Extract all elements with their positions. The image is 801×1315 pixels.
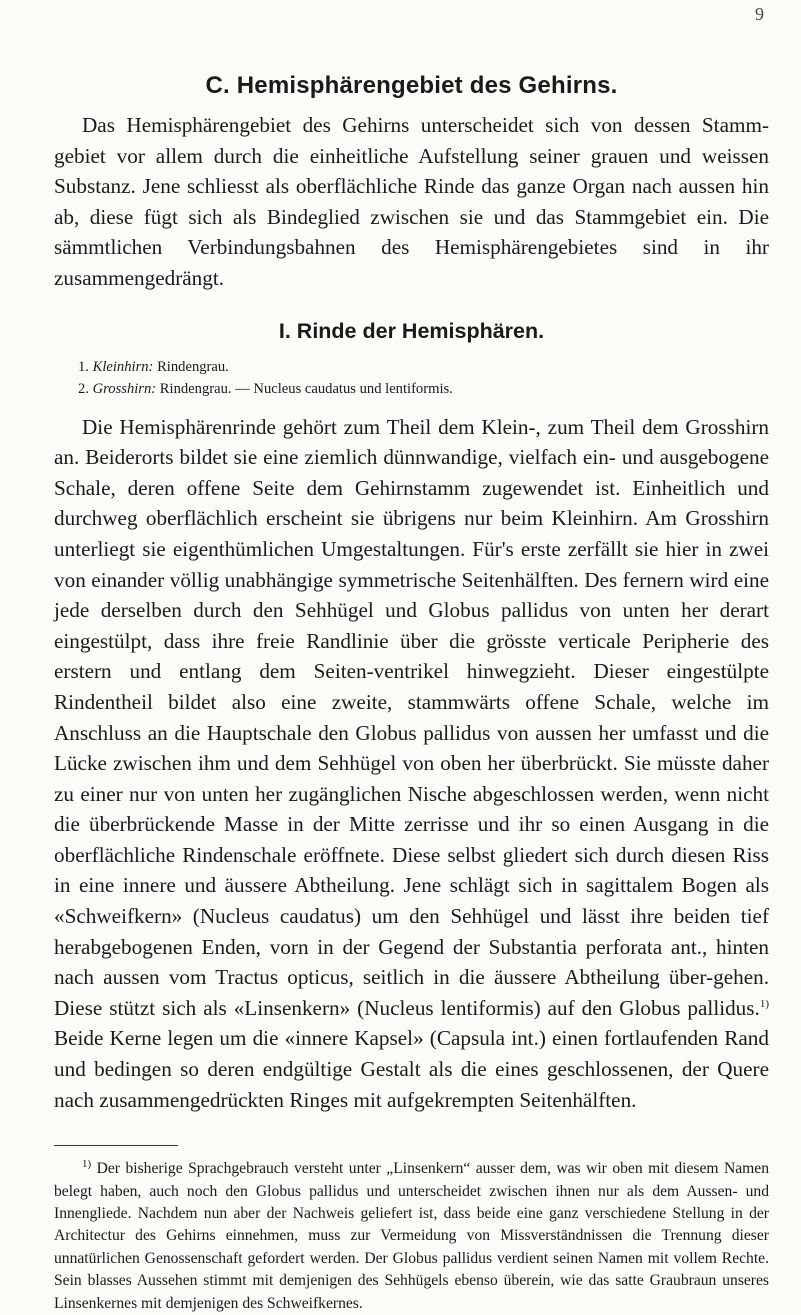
outline-text: Rindengrau. — Nucleus caudatus und lentiformis.: [159, 380, 453, 397]
outline-label: Grosshirn:: [92, 380, 157, 397]
page-body: [54, 72, 769, 1315]
outline-item: [78, 378, 769, 400]
section-title: C. Hemisphärengebiet des Gehirns.: [205, 72, 618, 99]
footnote-reference: 1): [759, 997, 769, 1010]
footnote-divider: [54, 1145, 178, 1146]
main-paragraph-text: Die Hemisphärenrinde gehört zum Theil dem Klein-, zum Theil dem Grosshirn an. Beiderorts bildet sie eine ziemlich dünnwandige, vielfach ein- und ausgebogene Schale, deren offene Seite dem Gehirnstamm zugewendet ist. Einheitlich und durchweg oberflächlich erscheint sie übrigens nur beim Kleinhirn. Am Grosshirn unterliegt sie eigenthümlichen Umgestaltungen. Für's erste zerfällt sie hier in zwei von einander völlig unabhängige symmetrische Seitenhälften. Des fernern wird eine jede derselben durch den Sehhügel und Globus pallidus von unten her derart eingestülpt, dass ihre freie Randlinie über die grösste verticale Peripherie des erstern und entlang dem Seiten-ventrikel hinwegzieht. Dieser eingestülpte Rindentheil bildet also eine zweite, stammwärts offene Schale, welche im Anschluss an die Hauptschale den Globus pallidus von aussen her umfasst und die Lücke zwischen ihm und dem Sehhügel von oben her überbrückt. Sie müsste daher zu einer nur von unten her zugänglichen Nische abgeschlossen werden, wenn nicht die überbrückende Masse in der Mitte zerrisse und ihr so einen Ausgang in die oberflächliche Rindenschale eröffnete. Diese selbst gliedert sich durch diesen Riss in eine innere und äussere Abtheilung. Jene schlägt sich in sagittalem Bogen als «Schweifkern» (Nucleus caudatus) um den Sehhügel und lässt ihre beiden tief herabgebogenen Enden, vorn in der Gegend der Substantia perforata ant., hinten nach aussen vom Tractus opticus, seitlich in die äussere Abtheilung über-gehen. Diese stützt sich als «Linsenkern» (Nucleus lentiformis) auf den Globus pallidus.: [54, 414, 769, 1020]
outline-list: [54, 356, 769, 400]
page-number: 9: [755, 4, 764, 24]
footnote-marker: 1): [82, 1158, 92, 1171]
outline-label: Kleinhirn:: [92, 358, 154, 375]
footnote-text: Der bisherige Sprachgebrauch versteht unter „Linsenkern“ ausser dem, was wir oben mit diesem Namen belegt haben, auch noch den Globus pallidus und unterscheidet zwischen ihnen nur als dem Aussen- und Innengliede. Nachdem nun aber der Nachweis geliefert ist, dass beide eine ganz verschiedene Stellung in der Architectur des Gehirns einnehmen, muss zur Vermeidung von Missverständnissen die Trennung dieser unnatürlichen Genossenschaft gefordert werden. Der Globus pallidus verdient seinen Namen mit vollem Rechte. Sein blasses Aussehen stimmt mit demjenigen des Sehhügels ebenso überein, wie das satte Graubraun unseres Linsenkernes mit demjenigen des Schweifkernes.: [54, 1160, 769, 1312]
outline-item: [78, 356, 769, 378]
outline-text: Rindengrau.: [157, 358, 229, 375]
intro-paragraph: Das Hemisphärengebiet des Gehirns unterscheidet sich von dessen Stamm-gebiet vor allem durch die einheitliche Aufstellung seiner grauen und weissen Substanz. Jene schliesst als oberflächliche Rinde das ganze Organ nach aussen hin ab, diese fügt sich als Bindeglied zwischen sie und das Stammgebiet ein. Die sämmtlichen Verbindungsbahnen des Hemisphärengebietes sind in ihr zusammengedrängt.: [54, 113, 769, 290]
main-paragraph: [54, 412, 769, 1116]
outline-number: 1.: [78, 358, 89, 375]
footnote: [54, 1158, 769, 1315]
subsection-title: I. Rinde der Hemisphären.: [278, 318, 545, 343]
main-paragraph-text-continued: Beide Kerne legen um die «innere Kapsel» (Capsula int.) einen fortlaufenden Rand und bedingen so deren endgültige Gestalt als die eines geschlossenen, der Quere nach zusammengedrückten Ringes mit aufgekrempten Seitenhälften.: [54, 1026, 769, 1112]
outline-number: 2.: [78, 380, 89, 397]
